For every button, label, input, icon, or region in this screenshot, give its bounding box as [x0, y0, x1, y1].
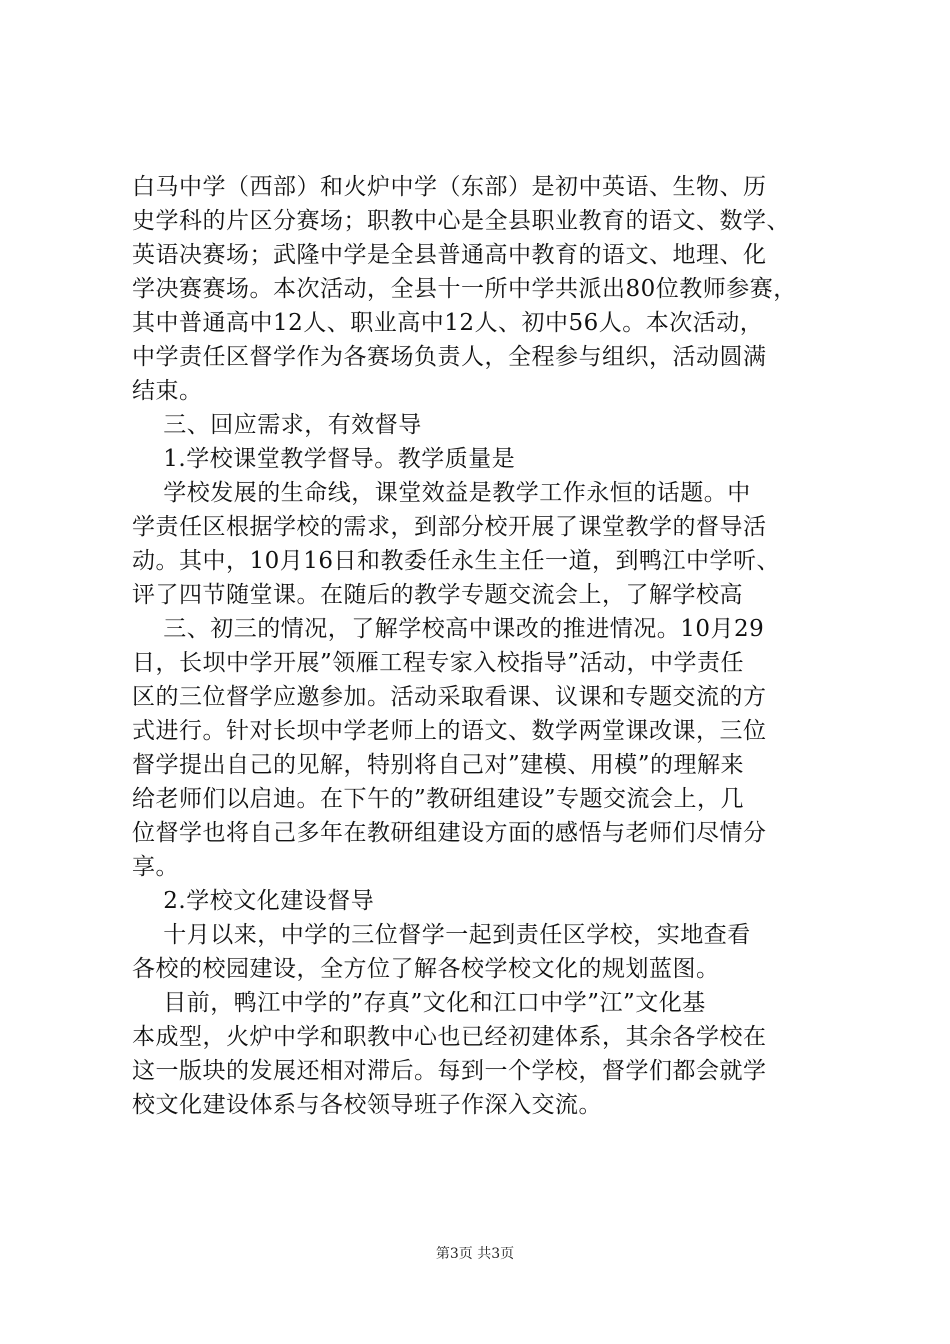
body-line: 史学科的片区分赛场；职教中心是全县职业教育的语文、数学、 [132, 208, 790, 234]
body-line: 日，长坝中学开展”领雁工程专家入校指导”活动，中学责任 [132, 650, 745, 676]
body-line: 督学提出自己的见解，特别将自己对”建模、用模”的理解来 [132, 752, 745, 778]
body-line: 结束。 [132, 378, 203, 404]
section-heading: 三、回应需求，有效督导 [132, 412, 422, 438]
body-line: 三、初三的情况，了解学校高中课改的推进情况。10月29 [132, 616, 765, 642]
body-line: 各校的校园建设，全方位了解各校学校文化的规划蓝图。 [132, 956, 720, 982]
body-line: 学决赛赛场。本次活动，全县十一所中学共派出80位教师参赛， [132, 276, 797, 302]
body-line: 白马中学（西部）和火炉中学（东部）是初中英语、生物、历 [132, 174, 767, 200]
body-line: 享。 [132, 854, 179, 880]
document-body [132, 170, 842, 1122]
page-footer [0, 1243, 950, 1263]
body-line: 十月以来，中学的三位督学一起到责任区学校，实地查看 [132, 922, 751, 948]
body-line: 位督学也将自己多年在教研组建设方面的感悟与老师们尽情分 [132, 820, 767, 846]
body-line: 英语决赛场；武隆中学是全县普通高中教育的语文、地理、化 [132, 242, 767, 268]
body-line: 动。其中，10月16日和教委任永生主任一道，到鸭江中学听、 [132, 548, 781, 574]
body-line: 本成型，火炉中学和职教中心也已经初建体系，其余各学校在 [132, 1024, 767, 1050]
body-line: 中学责任区督学作为各赛场负责人，全程参与组织，活动圆满 [132, 344, 767, 370]
body-line: 式进行。针对长坝中学老师上的语文、数学两堂课改课，三位 [132, 718, 767, 744]
subsection-heading: 2.学校文化建设督导 [132, 888, 375, 914]
body-line: 这一版块的发展还相对滞后。每到一个学校，督学们都会就学 [132, 1058, 767, 1084]
body-line: 校文化建设体系与各校领导班子作深入交流。 [132, 1092, 602, 1118]
body-line: 学责任区根据学校的需求，到部分校开展了课堂教学的督导活 [132, 514, 767, 540]
body-line: 评了四节随堂课。在随后的教学专题交流会上，了解学校高 [132, 582, 743, 608]
body-line: 其中普通高中12人、职业高中12人、初中56人。本次活动， [132, 310, 764, 336]
body-line: 区的三位督学应邀参加。活动采取看课、议课和专题交流的方 [132, 684, 767, 710]
subsection-heading: 1.学校课堂教学督导。教学质量是 [132, 446, 516, 472]
body-line: 学校发展的生命线，课堂效益是教学工作永恒的话题。中 [132, 480, 751, 506]
body-line: 给老师们以启迪。在下午的”教研组建设”专题交流会上，几 [132, 786, 745, 812]
page-number-label: 第3页 共3页 [435, 1246, 515, 1262]
body-line: 目前，鸭江中学的”存真”文化和江口中学”江”文化基 [132, 990, 706, 1016]
